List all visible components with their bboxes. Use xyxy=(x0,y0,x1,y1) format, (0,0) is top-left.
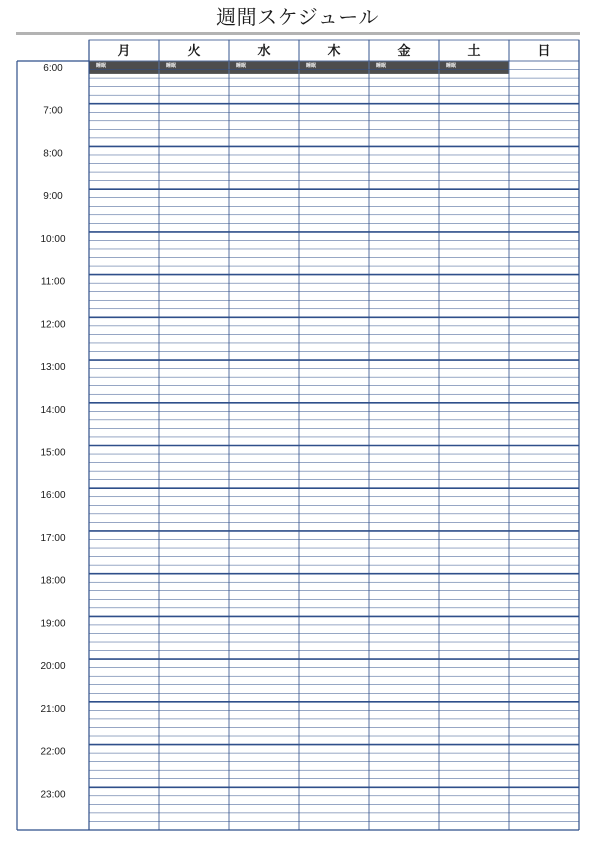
time-label-11: 17:00 xyxy=(40,532,66,544)
time-label-5: 11:00 xyxy=(40,276,66,288)
sleep-label: 睡眠 xyxy=(166,63,177,69)
time-label-10: 16:00 xyxy=(40,490,66,502)
sleep-label: 睡眠 xyxy=(236,63,247,69)
time-label-17: 23:00 xyxy=(40,789,66,801)
time-label-2: 8:00 xyxy=(43,148,63,160)
day-header-3: 木 xyxy=(327,44,341,59)
time-label-7: 13:00 xyxy=(40,362,66,374)
time-label-3: 9:00 xyxy=(43,191,63,203)
sleep-label: 睡眠 xyxy=(446,63,457,69)
day-header-6: 日 xyxy=(537,44,551,59)
day-header-2: 水 xyxy=(257,44,271,59)
time-label-12: 18:00 xyxy=(40,575,66,587)
time-label-1: 7:00 xyxy=(43,105,63,117)
time-label-16: 22:00 xyxy=(40,746,66,758)
page-title: 週間スケジュール xyxy=(216,5,379,29)
day-header-1: 火 xyxy=(187,44,201,59)
time-label-6: 12:00 xyxy=(40,319,66,331)
sleep-label: 睡眠 xyxy=(306,63,317,69)
time-label-15: 21:00 xyxy=(40,703,66,715)
time-label-0: 6:00 xyxy=(43,63,63,74)
sleep-label: 睡眠 xyxy=(376,63,387,69)
time-label-13: 19:00 xyxy=(40,618,66,630)
day-header-5: 土 xyxy=(467,44,481,59)
time-label-8: 14:00 xyxy=(40,404,66,416)
time-label-14: 20:00 xyxy=(40,661,66,673)
time-label-9: 15:00 xyxy=(40,447,66,459)
time-label-4: 10:00 xyxy=(40,233,66,245)
sleep-label: 睡眠 xyxy=(96,63,107,69)
day-header-4: 金 xyxy=(397,44,411,59)
day-header-0: 月 xyxy=(117,44,131,59)
